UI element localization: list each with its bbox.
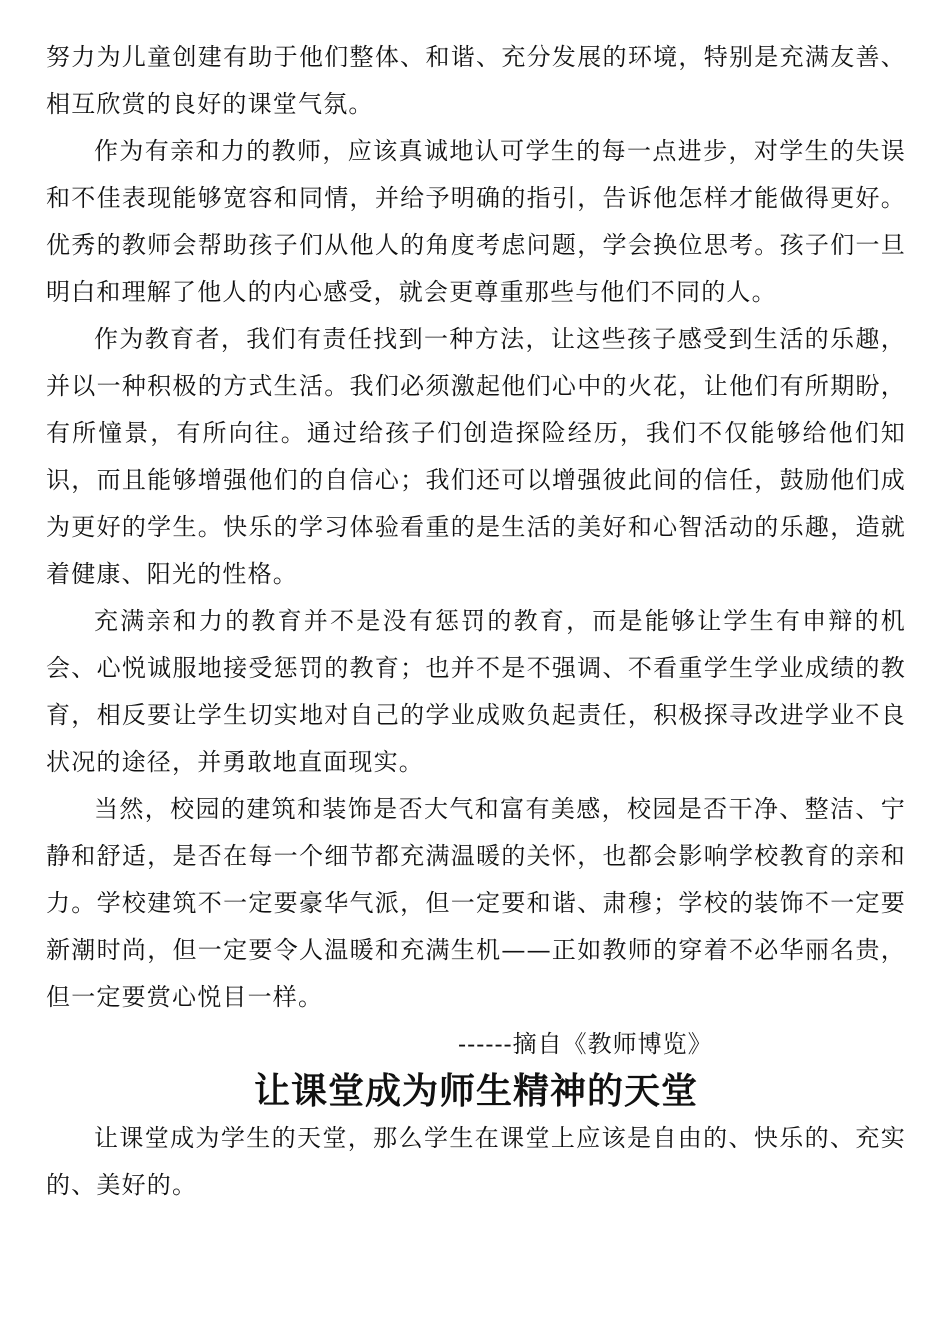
document-page xyxy=(46,34,906,1209)
source-citation: ------摘自《教师博览》 xyxy=(458,1030,713,1058)
paragraph-campus-environment: 当然，校园的建筑和装饰是否大气和富有美感，校园是否干净、整洁、宁静和舒适，是否在每一个细节都充满温暖的关怀，也都会影响学校教育的亲和力。学校建筑不一定要豪华气派，但一定要和谐、肃穆；学校的装饰不一定要新潮时尚，但一定要令人温暖和充满生机——正如教师的穿着不必华丽名贵，但一定要赏心悦目一样。 xyxy=(46,795,906,1011)
section-title: 让课堂成为师生精神的天堂 xyxy=(253,1070,698,1112)
paragraph-continued: 努力为儿童创建有助于他们整体、和谐、充分发展的环境，特别是充满友善、相互欣赏的良好的课堂气氛。 xyxy=(46,43,906,118)
paragraph-teacher-affinity: 作为有亲和力的教师，应该真诚地认可学生的每一点进步，对学生的失误和不佳表现能够宽容和同情，并给予明确的指引，告诉他怎样才能做得更好。优秀的教师会帮助孩子们从他人的角度考虑问题，学会换位思考。孩子们一旦明白和理解了他人的内心感受，就会更尊重那些与他们不同的人。 xyxy=(46,137,906,306)
paragraph-educator-responsibility: 作为教育者，我们有责任找到一种方法，让这些孩子感受到生活的乐趣，并以一种积极的方式生活。我们必须激起他们心中的火花，让他们有所期盼，有所憧景，有所向往。通过给孩子们创造探险经历，我们不仅能够给他们知识，而且能够增强他们的自信心；我们还可以增强彼此间的信任，鼓励他们成为更好的学生。快乐的学习体验看重的是生活的美好和心智活动的乐趣，造就着健康、阳光的性格。 xyxy=(46,325,906,588)
paragraph-discipline: 充满亲和力的教育并不是没有惩罚的教育，而是能够让学生有申辩的机会、心悦诚服地接受惩罚的教育；也并不是不强调、不看重学生学业成绩的教育，相反要让学生切实地对自己的学业成败负起责任，积极探寻改进学业不良状况的途径，并勇敢地直面现实。 xyxy=(46,607,906,776)
paragraph-classroom-heaven: 让课堂成为学生的天堂，那么学生在课堂上应该是自由的、快乐的、充实的、美好的。 xyxy=(46,1124,906,1199)
